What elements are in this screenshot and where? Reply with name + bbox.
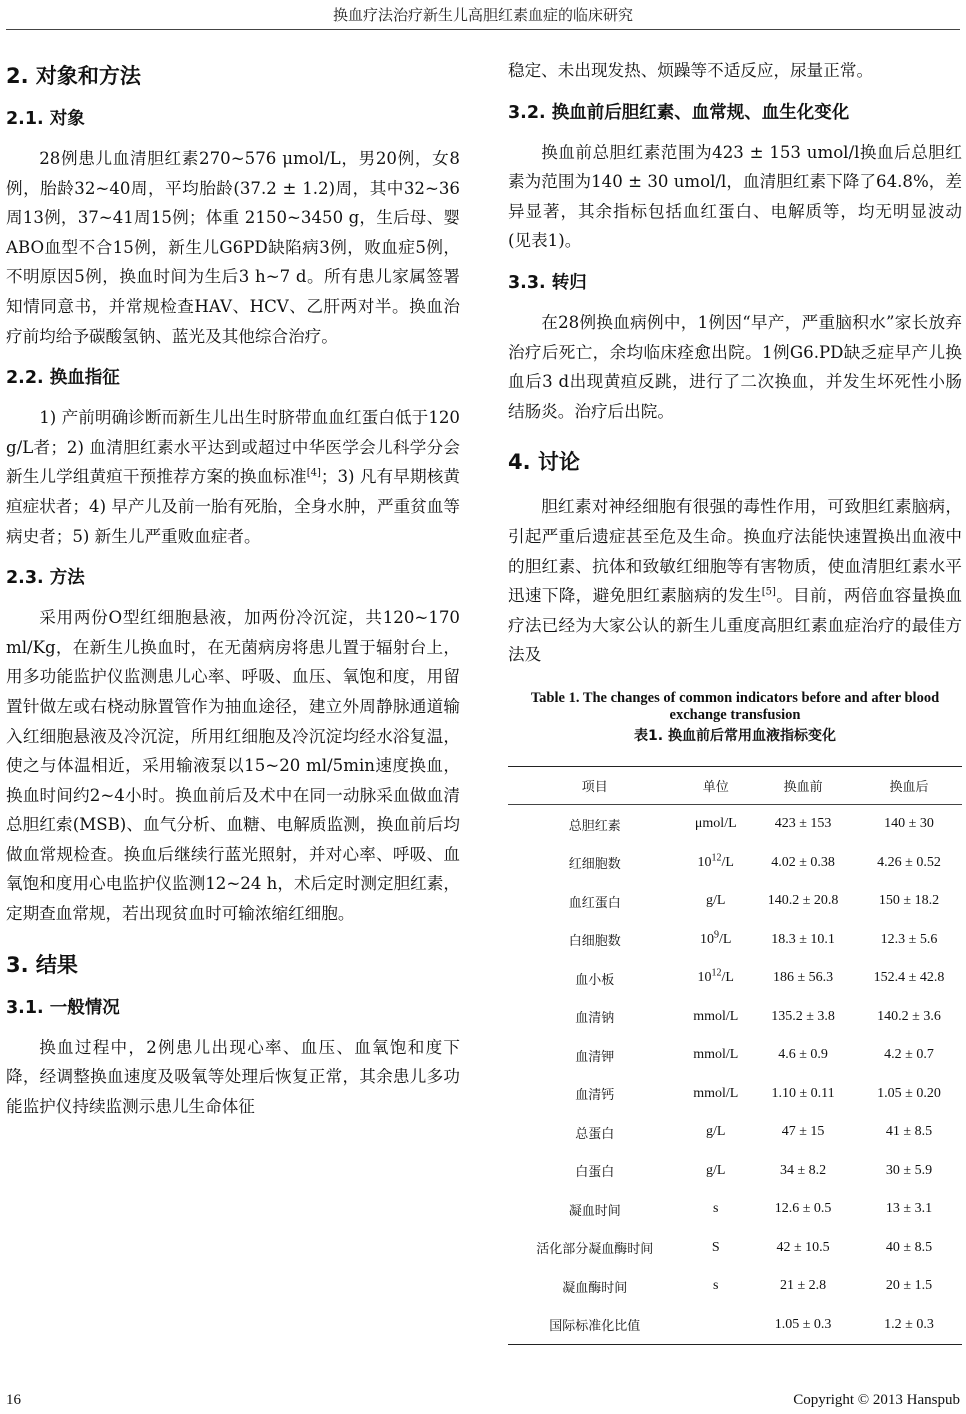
cell-unit [681, 920, 750, 959]
section-4-title: 4. 讨论 [508, 450, 580, 475]
unit-base: g/L [706, 893, 726, 909]
continued-paragraph: 稳定、未出现发热、烦躁等不适反应，尿量正常。 [508, 61, 874, 80]
cell-unit [681, 882, 750, 921]
header-unit: 单位 [681, 766, 750, 804]
section-2-2-paragraph [6, 403, 460, 551]
cell-after: 13 ± 3.1 [885, 1201, 933, 1217]
cell-before: 47 ± 15 [781, 1124, 825, 1140]
cell-item: 国际标准化比值 [549, 1319, 641, 1335]
unit-base: mmol/L [693, 1008, 739, 1024]
section-2-2-text-b: ；3) 凡有早期核黄疸症状者；4) 早产儿及前一胎有死胎，全身水肿，严重贫血等病史者；5) 新生儿严重败血症者。 [6, 467, 461, 546]
cell-before: 186 ± 56.3 [772, 970, 834, 986]
cell-before: 21 ± 2.8 [779, 1278, 827, 1294]
section-3-1-paragraph: 换血过程中，2例患儿出现心率、血压、血氧饱和度下降，经调整换血速度及吸氧等处理后恢复正常，其余患儿多功能监护仪持续监测示患儿生命体征 [6, 1037, 460, 1116]
table-row [508, 1267, 962, 1306]
unit-exponent: 12 [711, 967, 722, 979]
section-4-text-a: 胆红素对神经细胞有很强的毒性作用，可致胆红素脑病，引起严重后遗症甚至危及生命。换血疗法能快速置换出血液中的胆红素、抗体和致敏红细胞等有害物质，使血清胆红素水平迅速下降，避免胆红素脑病的发生 [508, 497, 962, 606]
cell-item: 白细胞数 [568, 934, 621, 950]
cell-before: 12.6 ± 0.5 [774, 1201, 832, 1217]
unit-base: μmol/L [694, 816, 737, 832]
citation-5[interactable]: [5] [761, 586, 776, 598]
table-row [508, 843, 962, 882]
cell-before: 1.10 ± 0.11 [771, 1085, 835, 1101]
section-2-3-title: 2.3. 方法 [6, 568, 85, 589]
cell-before: 34 ± 8.2 [779, 1162, 827, 1178]
section-4-paragraph [508, 492, 962, 670]
section-4-text-b: 。目前，两倍血容量换血疗法已经为大家公认的新生儿重度高胆红素血症治疗的最佳方法及 [508, 586, 963, 665]
cell-item: 白蛋白 [575, 1165, 615, 1181]
cell-unit [681, 1228, 750, 1267]
table-row [508, 1151, 962, 1190]
cell-after: 152.4 ± 42.8 [873, 970, 945, 986]
cell-item: 血红蛋白 [568, 895, 621, 911]
table-body [508, 804, 962, 1344]
cell-before: 423 ± 153 [774, 816, 832, 832]
header-after: 换血后 [856, 766, 962, 804]
cell-unit [681, 1305, 750, 1344]
section-2-2-title: 2.2. 换血指征 [6, 368, 120, 389]
cell-item: 红细胞数 [568, 857, 621, 873]
copyright: Copyright © 2013 Hanspub [793, 1392, 960, 1408]
cell-after: 12.3 ± 5.6 [880, 931, 938, 947]
cell-after: 4.2 ± 0.7 [884, 1047, 934, 1063]
section-3-1-title: 3.1. 一般情况 [6, 997, 120, 1018]
section-3-title: 3. 结果 [6, 952, 78, 977]
table-row [508, 1113, 962, 1152]
unit-exponent: 9 [714, 929, 720, 940]
table-row [508, 882, 962, 921]
table-row [508, 1305, 962, 1344]
citation-4[interactable]: [4] [306, 467, 321, 479]
cell-item: 凝血时间 [568, 1203, 621, 1219]
table-row [508, 1228, 962, 1267]
cell-item: 血小板 [575, 972, 615, 988]
cell-after: 20 ± 1.5 [885, 1278, 933, 1294]
cell-after: 40 ± 8.5 [885, 1239, 933, 1255]
unit-suffix: /L [721, 854, 734, 870]
table-caption-english: Table 1. The changes of common indicators before and after blood exchange transfusion [530, 689, 940, 723]
table-row [508, 804, 962, 843]
cell-item: 活化部分凝血酶时间 [536, 1242, 654, 1258]
cell-after: 1.05 ± 0.20 [877, 1085, 941, 1101]
cell-unit [681, 997, 750, 1036]
cell-unit [681, 959, 750, 998]
unit-base: g/L [706, 1124, 726, 1140]
cell-unit [681, 804, 750, 843]
cell-item: 总蛋白 [575, 1126, 615, 1142]
cell-item: 总胆红素 [568, 818, 621, 834]
cell-before: 18.3 ± 10.1 [771, 931, 835, 947]
page-number: 16 [6, 1392, 21, 1408]
cell-before: 1.05 ± 0.3 [774, 1316, 832, 1332]
section-3-3-title: 3.3. 转归 [508, 272, 587, 293]
unit-base: s [713, 1278, 719, 1294]
cell-after: 30 ± 5.9 [885, 1162, 933, 1178]
cell-before: 135.2 ± 3.8 [771, 1008, 835, 1024]
cell-before: 140.2 ± 20.8 [767, 893, 839, 909]
cell-unit [681, 1074, 750, 1113]
cell-after: 41 ± 8.5 [885, 1124, 933, 1140]
cell-after: 1.2 ± 0.3 [884, 1316, 934, 1332]
table-row [508, 997, 962, 1036]
table-caption-chinese: 表1. 换血前后常用血液指标变化 [634, 727, 836, 744]
unit-base: mmol/L [693, 1085, 739, 1101]
unit-base: mmol/L [693, 1047, 739, 1063]
cell-unit [681, 1113, 750, 1152]
cell-unit [681, 1267, 750, 1306]
header-rule [6, 29, 960, 30]
header-item: 项目 [508, 766, 681, 804]
cell-after: 150 ± 18.2 [878, 893, 940, 909]
indicators-table [508, 766, 962, 1345]
section-2-1-title: 2.1. 对象 [6, 109, 85, 129]
running-header: 换血疗法治疗新生儿高胆红素血症的临床研究 [332, 6, 633, 24]
section-2-1-paragraph: 28例患儿血清胆红素270~576 μmol/L，男20例，女8例，胎龄32~40周，平均胎龄(37.2 ± 1.2)周，其中32~36周13例，37~41周15例；体重 2150~3450 g，生后母、婴ABO血型不合15例，新生儿G6PD缺陷病3例，败血症5例，不明原因5例，换血时间为生后3 h~7 d。所有患儿家属签署知情同意书，并常规检查HAV、HCV、乙肝两对半。换血治疗前均给予碳酸氢钠、蓝光及其他综合治疗。 [6, 149, 460, 346]
unit-base: g/L [706, 1162, 726, 1178]
section-3-2-paragraph: 换血前总胆红素范围为423 ± 153 umol/l换血后总胆红素为范围为140 ± 30 umol/l，血清胆红素下降了64.8%，差异显著，其余指标包括血红蛋白、电解质等，均无明显波动(见表1)。 [508, 142, 962, 251]
unit-base: 10 [700, 931, 715, 947]
table-row [508, 959, 962, 998]
right-column [508, 44, 962, 1345]
cell-after: 4.26 ± 0.52 [877, 854, 941, 870]
cell-item: 血清钠 [575, 1011, 615, 1027]
cell-item: 血清钾 [575, 1049, 615, 1065]
unit-base: 10 [697, 854, 712, 870]
cell-unit [681, 843, 750, 882]
cell-unit [681, 1036, 750, 1075]
table-row [508, 1074, 962, 1113]
section-2-title: 2. 对象和方法 [6, 64, 141, 88]
unit-base: s [713, 1201, 719, 1217]
table-header-row [508, 766, 962, 804]
section-3-2-title: 3.2. 换血前后胆红素、血常规、血生化变化 [508, 102, 850, 123]
header-before: 换血前 [750, 766, 856, 804]
cell-item: 凝血酶时间 [562, 1280, 628, 1296]
cell-before: 4.02 ± 0.38 [771, 854, 835, 870]
section-2-3-paragraph: 采用两份O型红细胞悬液，加两份冷沉淀，共120~170 ml/Kg，在新生儿换血时，在无菌病房将患儿置于辐射台上，用多功能监护仪监测患儿心率、呼吸、血压、氧饱和度，用留置针做左或右桡动脉置管作为抽血途径，建立外周静脉通道输入红细胞悬液及冷沉淀，所用红细胞及冷沉淀均经水浴复温，使之与体温相近，采用输液泵以15~20 ml/5min速度换血，换血时间约2~4小时。换血前后及术中在同一动脉采血做血清总胆红索(MSB)、血气分析、血糖、电解质监测，换血前后均做血常规检查。换血后继续行蓝光照射，并对心率、呼吸、血氧饱和度用心电监护仪监测12~24 h，术后定时测定胆红素，定期查血常规，若出现贫血时可输浓缩红细胞。 [6, 608, 460, 924]
table-row [508, 1190, 962, 1229]
table-row [508, 1036, 962, 1075]
unit-base: S [711, 1239, 720, 1255]
cell-after: 140 ± 30 [884, 816, 934, 832]
cell-unit [681, 1151, 750, 1190]
cell-item: 血清钙 [575, 1088, 615, 1104]
cell-unit [681, 1190, 750, 1229]
section-3-3-paragraph: 在28例换血病例中，1例因“早产，严重脑积水”家长放弃治疗后死亡，余均临床痊愈出院。1例G6.PD缺乏症早产儿换血后3 d出现黄疸反跳，进行了二次换血，并发生坏死性小肠结肠炎。治疗后出院。 [508, 312, 962, 421]
table-row [508, 920, 962, 959]
unit-suffix: /L [719, 931, 732, 947]
cell-before: 4.6 ± 0.9 [778, 1047, 828, 1063]
unit-base: 10 [697, 970, 712, 986]
unit-suffix: /L [721, 970, 734, 986]
left-column [6, 44, 460, 1127]
section-2-2-text-a: 1) 产前明确诊断而新生儿出生时脐带血血红蛋白低于120 g/L者；2) 血清胆红素水平达到或超过中华医学会儿科学分会新生儿学组黄疸干预推荐方案的换血标准 [6, 408, 460, 487]
cell-after: 140.2 ± 3.6 [877, 1008, 941, 1024]
cell-before: 42 ± 10.5 [776, 1239, 830, 1255]
unit-exponent: 12 [711, 852, 722, 863]
